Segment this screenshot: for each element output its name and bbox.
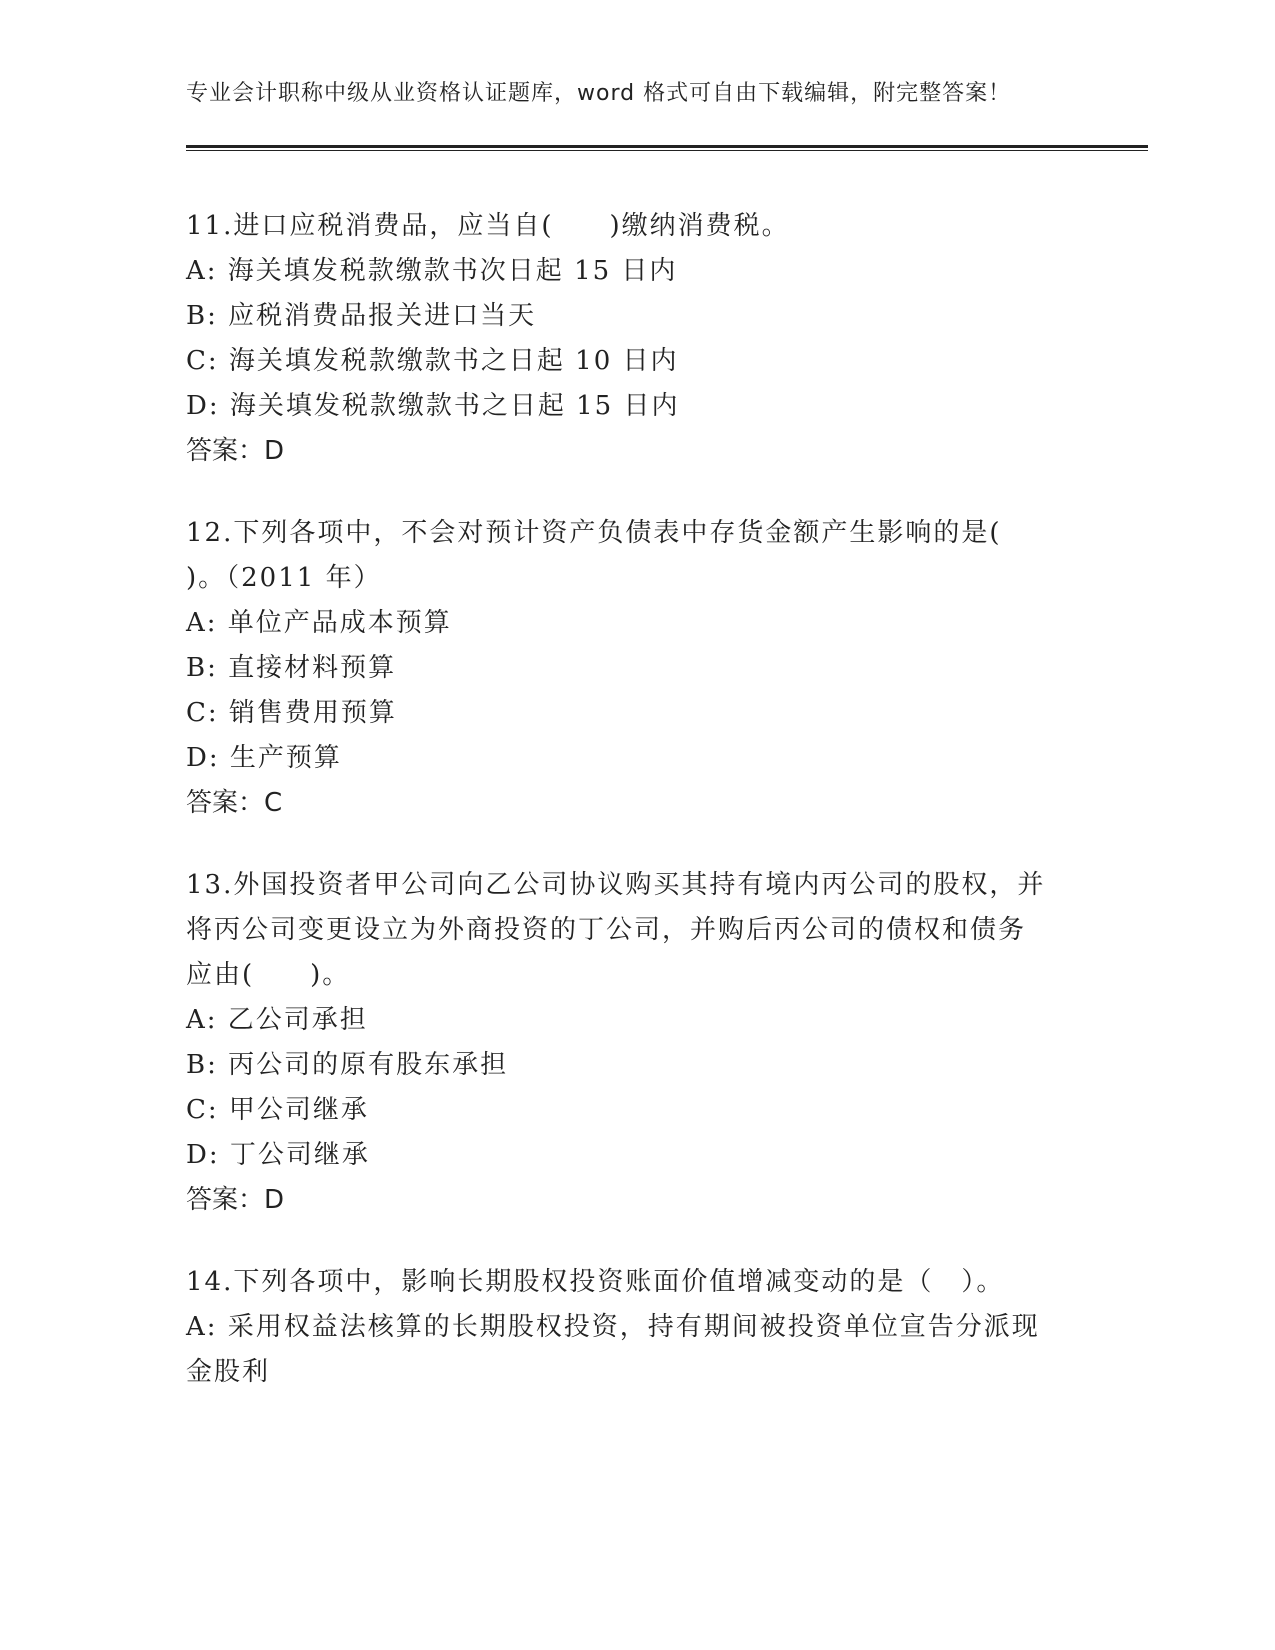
page-header: 专业会计职称中级从业资格认证题库，word 格式可自由下载编辑，附完整答案！ bbox=[186, 81, 1012, 106]
question-stem: 12.下列各项中，不会对预计资产负债表中存货金额产生影响的是( bbox=[186, 518, 1002, 548]
question-11 bbox=[186, 204, 1086, 474]
option-c: C: 销售费用预算 bbox=[186, 698, 397, 728]
question-14 bbox=[186, 1260, 1086, 1395]
option-b: B: 直接材料预算 bbox=[186, 653, 397, 683]
option-a-continued: 金股利 bbox=[186, 1357, 271, 1387]
option-d: D: 生产预算 bbox=[186, 743, 342, 773]
question-stem: 11.进口应税消费品，应当自( )缴纳消费税。 bbox=[186, 211, 790, 241]
option-a: A: 采用权益法核算的长期股权投资，持有期间被投资单位宣告分派现 bbox=[186, 1312, 1040, 1342]
question-13 bbox=[186, 863, 1086, 1223]
question-stem-continued: 应由( )。 bbox=[186, 960, 351, 990]
option-c: C: 海关填发税款缴款书之日起 10 日内 bbox=[186, 346, 679, 376]
header-rule-thin bbox=[186, 150, 1148, 151]
option-b: B: 丙公司的原有股东承担 bbox=[186, 1050, 509, 1080]
question-stem: 14.下列各项中，影响长期股权投资账面价值增减变动的是（ ）。 bbox=[186, 1267, 1005, 1297]
question-stem-continued: 将丙公司变更设立为外商投资的丁公司，并购后丙公司的债权和债务 bbox=[186, 915, 1027, 945]
option-a: A: 单位产品成本预算 bbox=[186, 608, 452, 638]
option-a: A: 海关填发税款缴款书次日起 15 日内 bbox=[186, 256, 678, 286]
question-list bbox=[186, 204, 1086, 1432]
option-d: D: 海关填发税款缴款书之日起 15 日内 bbox=[186, 391, 680, 421]
answer: 答案：D bbox=[186, 1185, 285, 1215]
header-rule-thick bbox=[186, 145, 1148, 148]
question-stem-continued: )。（2011 年） bbox=[186, 563, 382, 593]
option-d: D: 丁公司继承 bbox=[186, 1140, 370, 1170]
question-stem: 13.外国投资者甲公司向乙公司协议购买其持有境内丙公司的股权，并 bbox=[186, 870, 1046, 900]
option-a: A: 乙公司承担 bbox=[186, 1005, 368, 1035]
question-12 bbox=[186, 511, 1086, 826]
option-c: C: 甲公司继承 bbox=[186, 1095, 369, 1125]
option-b: B: 应税消费品报关进口当天 bbox=[186, 301, 537, 331]
answer: 答案：D bbox=[186, 436, 285, 466]
answer: 答案：C bbox=[186, 788, 283, 818]
